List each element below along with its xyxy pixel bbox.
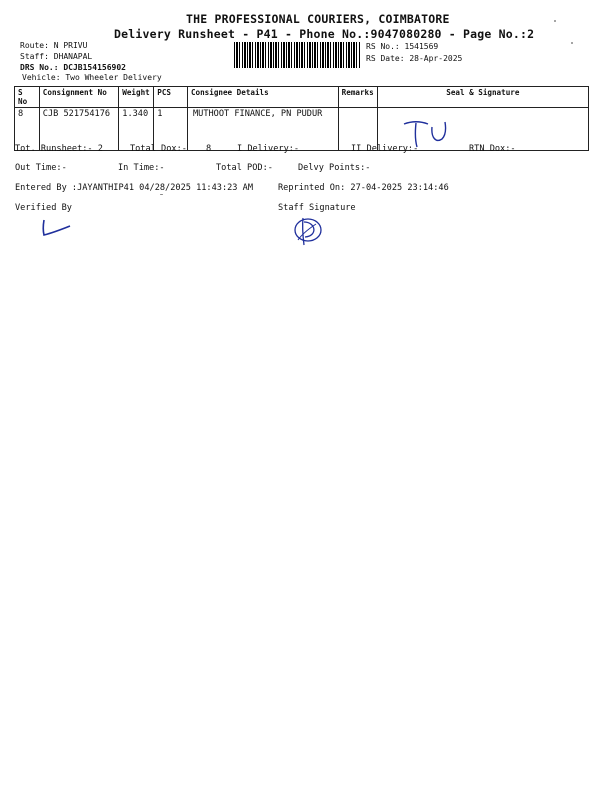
header-pcs: PCS: [154, 87, 188, 108]
header-consignee: Consignee Details: [187, 87, 338, 108]
total-pod: Total POD:-: [216, 163, 273, 173]
out-time: Out Time:-: [15, 163, 67, 173]
header-weight: Weight: [119, 87, 154, 108]
ii-delivery: II Delivery:-: [351, 144, 419, 154]
cell-sno: 8: [15, 108, 40, 151]
staff-signature-label: Staff Signature: [278, 203, 356, 213]
total-dox-label: Total Dox:-: [130, 144, 187, 154]
drs-number: DRS No.: DCJB154156902: [20, 63, 126, 72]
rs-number: RS No.: 1541569: [366, 42, 439, 51]
rs-date: RS Date: 28-Apr-2025: [366, 54, 463, 63]
table-header-row: [15, 87, 589, 108]
route-label: Route: N PRIVU: [20, 41, 88, 50]
staff-label: Staff: DHANAPAL: [20, 52, 93, 61]
header-sno: S No: [15, 87, 40, 108]
cell-weight: 1.340: [119, 108, 154, 151]
cell-consignee: MUTHOOT FINANCE, PN PUDUR: [187, 108, 338, 151]
header-remarks: Remarks: [338, 87, 377, 108]
tot-runsheet: Tot. Runsheet:- 2: [15, 144, 103, 154]
in-time: In Time:-: [118, 163, 165, 173]
barcode-image: [234, 42, 360, 68]
header-seal: Seal & Signature: [377, 87, 588, 108]
cell-pcs: 1: [154, 108, 188, 151]
runsheet-table: [14, 86, 589, 151]
delvy-points: Delvy Points:-: [298, 163, 371, 173]
verified-by-label: Verified By: [15, 203, 72, 213]
staff-signature-image: [286, 210, 330, 250]
scan-speck: [160, 194, 163, 195]
runsheet-subtitle: Delivery Runsheet - P41 - Phone No.:9047080280 - Page No.:2: [114, 27, 535, 41]
rtn-dox: RTN Dox:-: [469, 144, 516, 154]
scan-speck: [571, 42, 573, 44]
verified-signature-image: [38, 217, 78, 239]
i-delivery: I Delivery:-: [237, 144, 300, 154]
company-title: THE PROFESSIONAL COURIERS, COIMBATORE: [186, 12, 450, 26]
scan-speck: [554, 20, 556, 22]
total-dox-value: 8: [206, 144, 212, 154]
cell-consignment: CJB 521754176: [39, 108, 118, 151]
header-consignment: Consignment No: [39, 87, 118, 108]
entered-by: Entered By :JAYANTHIP41 04/28/2025 11:43:23 AM: [15, 183, 253, 193]
vehicle-label: Vehicle: Two Wheeler Delivery: [22, 73, 162, 82]
reprinted-on: Reprinted On: 27-04-2025 23:14:46: [278, 183, 449, 193]
